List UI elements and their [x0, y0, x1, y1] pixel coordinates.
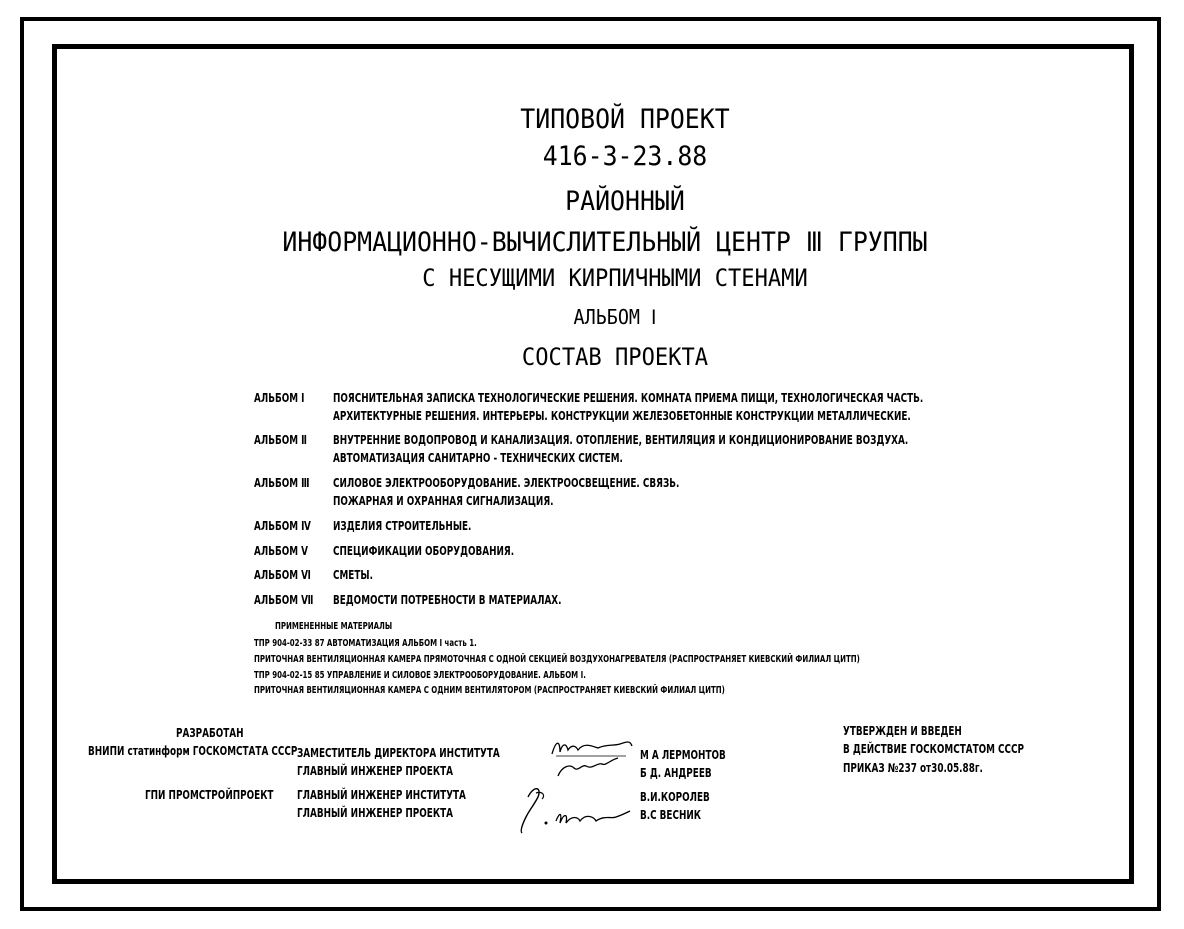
materials-line-1: ТПР 904-02-33 87 АВТОМАТИЗАЦИЯ АЛЬБОМ Ⅰ часть 1. — [254, 638, 477, 649]
album-1-line2: АРХИТЕКТУРНЫЕ РЕШЕНИЯ. ИНТЕРЬЕРЫ. КОНСТРУКЦИИ ЖЕЛЕЗОБЕТОННЫЕ КОНСТРУКЦИИ МЕТАЛЛИЧЕСКИЕ. — [333, 409, 911, 423]
album-3-line2: ПОЖАРНАЯ И ОХРАННАЯ СИГНАЛИЗАЦИЯ. — [333, 494, 554, 508]
title-walls: С НЕСУЩИМИ КИРПИЧНЫМИ СТЕНАМИ — [422, 264, 808, 292]
title-composition: СОСТАВ ПРОЕКТА — [521, 343, 709, 371]
album-5-line1: СПЕЦИФИКАЦИИ ОБОРУДОВАНИЯ. — [333, 544, 515, 558]
approved-line-1: УТВЕРЖДЕН И ВВЕДЕН — [843, 724, 962, 738]
org1-role-1: ЗАМЕСТИТЕЛЬ ДИРЕКТОРА ИНСТИТУТА — [297, 746, 500, 760]
materials-line-2: ПРИТОЧНАЯ ВЕНТИЛЯЦИОННАЯ КАМЕРА ПРЯМОТОЧНАЯ С ОДНОЙ СЕКЦИЕЙ ВОЗДУХОНАГРЕВАТЕЛЯ (РАСПРОСТРАНЯЕТ КИЕВСКИЙ ФИЛИАЛ ЦИТП) — [254, 654, 860, 665]
album-7-line1: ВЕДОМОСТИ ПОТРЕБНОСТИ В МАТЕРИАЛАХ. — [333, 593, 562, 607]
album-1-label: АЛЬБОМ Ⅰ — [254, 391, 305, 405]
org2-role-1: ГЛАВНЫЙ ИНЖЕНЕР ИНСТИТУТА — [297, 788, 466, 802]
org1-role-2: ГЛАВНЫЙ ИНЖЕНЕР ПРОЕКТА — [297, 764, 453, 778]
title-typical-project: ТИПОВОЙ ПРОЕКТ — [520, 104, 730, 135]
album-4-label: АЛЬБОМ Ⅳ — [254, 519, 311, 533]
album-1-line1: ПОЯСНИТЕЛЬНАЯ ЗАПИСКА ТЕХНОЛОГИЧЕСКИЕ РЕШЕНИЯ. КОМНАТА ПРИЕМА ПИЩИ, ТЕХНОЛОГИЧЕСКАЯ ЧАСТЬ. — [333, 391, 924, 405]
signature-lermontov — [548, 736, 638, 778]
developer-org-1: ВНИПИ статинформ ГОСКОМСТАТА СССР — [88, 744, 298, 758]
album-2-line1: ВНУТРЕННИЕ ВОДОПРОВОД И КАНАЛИЗАЦИЯ. ОТОПЛЕНИЕ, ВЕНТИЛЯЦИЯ И КОНДИЦИОНИРОВАНИЕ ВОЗДУХА. — [333, 433, 909, 447]
title-regional: РАЙОННЫЙ — [565, 186, 685, 217]
project-number: 416-3-23.88 — [542, 141, 708, 172]
approved-line-2: В ДЕЙСТВИЕ ГОСКОМСТАТОМ СССР — [843, 742, 1025, 756]
album-6-line1: СМЕТЫ. — [333, 568, 373, 582]
album-7-label: АЛЬБОМ Ⅶ — [254, 593, 314, 607]
title-album: АЛЬБОМ Ⅰ — [573, 305, 657, 329]
album-4-line1: ИЗДЕЛИЯ СТРОИТЕЛЬНЫЕ. — [333, 519, 472, 533]
developed-heading: РАЗРАБОТАН — [176, 726, 244, 740]
album-3-label: АЛЬБОМ Ⅲ — [254, 476, 310, 490]
materials-line-3: ТПР 904-02-15 85 УПРАВЛЕНИЕ И СИЛОВОЕ ЭЛЕКТРООБОРУДОВАНИЕ. АЛЬБОМ Ⅰ. — [254, 670, 586, 681]
album-6-label: АЛЬБОМ Ⅵ — [254, 568, 311, 582]
developer-org-2: ГПИ ПРОМСТРОЙПРОЕКТ — [145, 788, 274, 802]
album-2-line2: АВТОМАТИЗАЦИЯ САНИТАРНО - ТЕХНИЧЕСКИХ СИСТЕМ. — [333, 451, 623, 465]
title-center: ИНФОРМАЦИОННО-ВЫЧИСЛИТЕЛЬНЫЙ ЦЕНТР Ⅲ ГРУППЫ — [282, 227, 928, 258]
album-5-label: АЛЬБОМ Ⅴ — [254, 544, 308, 558]
org1-name-2: Б Д. АНДРЕЕВ — [640, 766, 712, 780]
org2-role-2: ГЛАВНЫЙ ИНЖЕНЕР ПРОЕКТА — [297, 806, 453, 820]
signature-korolev — [516, 783, 636, 835]
org2-name-1: В.И.КОРОЛЕВ — [640, 790, 710, 804]
album-3-line1: СИЛОВОЕ ЭЛЕКТРООБОРУДОВАНИЕ. ЭЛЕКТРООСВЕЩЕНИЕ. СВЯЗЬ. — [333, 476, 680, 490]
org1-name-1: М А ЛЕРМОНТОВ — [640, 748, 726, 762]
materials-line-4: ПРИТОЧНАЯ ВЕНТИЛЯЦИОННАЯ КАМЕРА С ОДНИМ ВЕНТИЛЯТОРОМ (РАСПРОСТРАНЯЕТ КИЕВСКИЙ ФИЛИАЛ ЦИТП) — [254, 685, 725, 696]
materials-heading: ПРИМЕНЕННЫЕ МАТЕРИАЛЫ — [275, 621, 393, 632]
approved-line-3: ПРИКАЗ №237 от30.05.88г. — [843, 761, 983, 775]
org2-name-2: В.С ВЕСНИК — [640, 808, 702, 822]
album-2-label: АЛЬБОМ Ⅱ — [254, 433, 307, 447]
